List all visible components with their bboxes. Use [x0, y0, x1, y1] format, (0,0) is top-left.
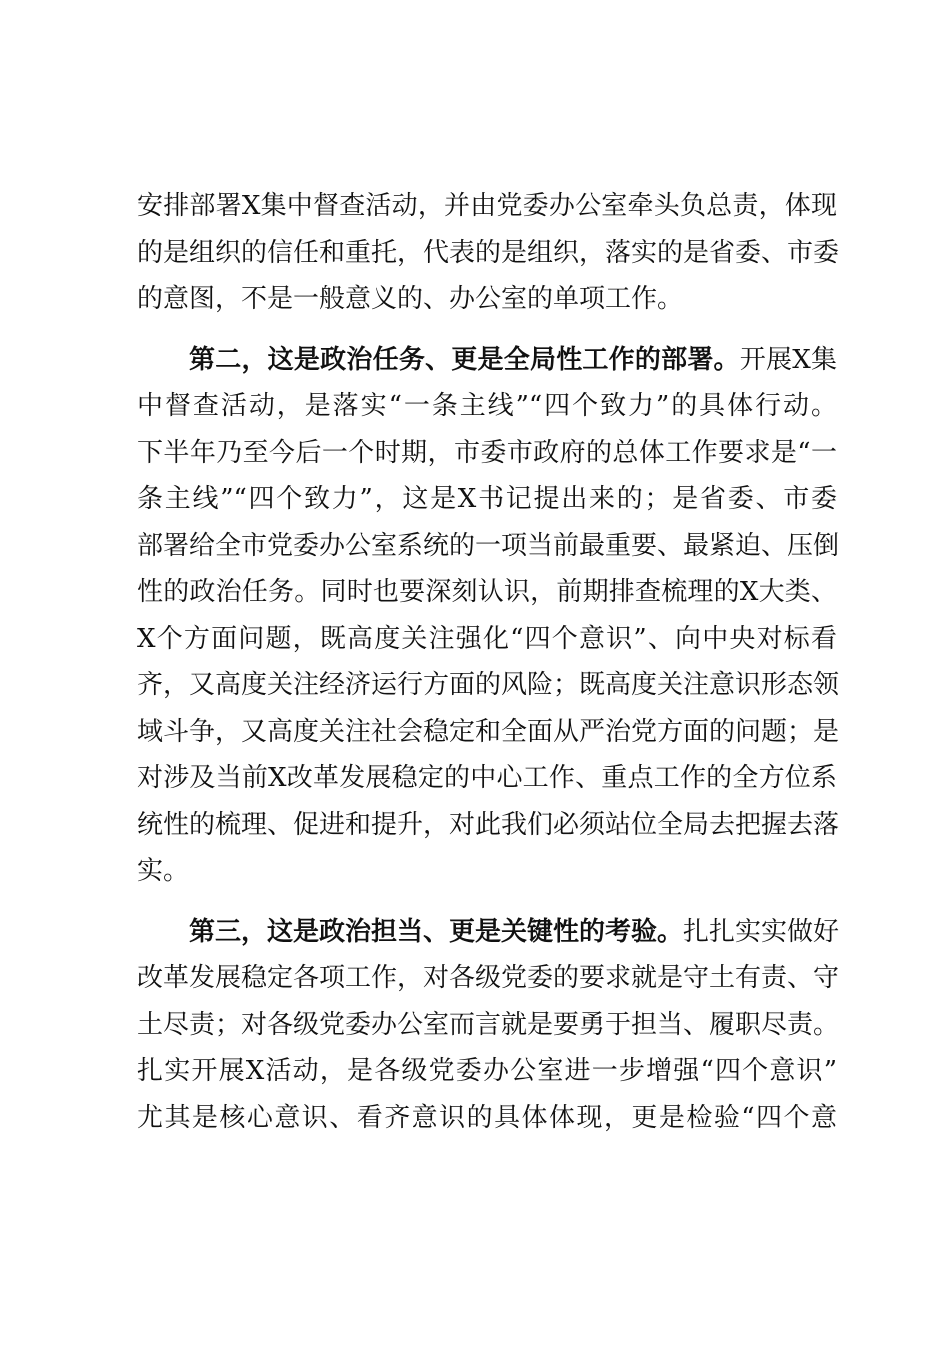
paragraph1-line: 的意图，不是一般意义的、办公室的单项工作。	[137, 284, 684, 314]
paragraph2-line: 部署给全市党委办公室系统的一项当前最重要、最紧迫、压倒	[137, 531, 840, 561]
paragraph2-heading: 第二，这是政治任务、更是全局性工作的部署。	[189, 345, 740, 375]
paragraph2-line: 齐，又高度关注经济运行方面的风险；既高度关注意识形态领	[137, 670, 840, 700]
paragraph2-line: 对涉及当前X改革发展稳定的中心工作、重点工作的全方位系	[137, 763, 837, 793]
paragraph1-line: 的是组织的信任和重托，代表的是组织，落实的是省委、市委	[137, 238, 840, 268]
paragraph2-line: 条主线”“四个致力”，这是X书记提出来的；是省委、市委	[137, 484, 837, 514]
paragraph3-line: 尤其是核心意识、看齐意识的具体体现，更是检验“四个意	[137, 1103, 837, 1133]
paragraph2-line: 实。	[137, 856, 190, 886]
paragraph2-line: 性的政治任务。同时也要深刻认识，前期排查梳理的X大类、	[137, 577, 837, 607]
paragraph2-line: 中督查活动，是落实“一条主线”“四个致力”的具体行动。	[137, 391, 837, 421]
paragraph3-first-line-rest: 扎扎实实做好	[683, 917, 840, 947]
paragraph2-first-line	[189, 340, 837, 380]
paragraph3-heading: 第三，这是政治担当、更是关键性的考验。	[189, 917, 684, 947]
paragraph2-line: 统性的梳理、促进和提升，对此我们必须站位全局去把握去落	[137, 810, 840, 840]
paragraph3-first-line	[189, 912, 840, 952]
paragraph3-line: 土尽责；对各级党委办公室而言就是要勇于担当、履职尽责。	[137, 1010, 840, 1040]
paragraph2-first-line-rest: 开展X集	[739, 345, 837, 375]
paragraph3-line: 改革发展稳定各项工作，对各级党委的要求就是守土有责、守	[137, 963, 840, 993]
paragraph3-line: 扎实开展X活动，是各级党委办公室进一步增强“四个意识”	[137, 1056, 837, 1086]
paragraph2-line: X个方面问题，既高度关注强化“四个意识”、向中央对标看	[137, 624, 837, 654]
paragraph2-line: 域斗争，又高度关注社会稳定和全面从严治党方面的问题；是	[137, 717, 840, 747]
paragraph2-line: 下半年乃至今后一个时期，市委市政府的总体工作要求是“一	[137, 438, 837, 468]
paragraph1-line: 安排部署X集中督查活动，并由党委办公室牵头负总责，体现	[137, 191, 837, 221]
